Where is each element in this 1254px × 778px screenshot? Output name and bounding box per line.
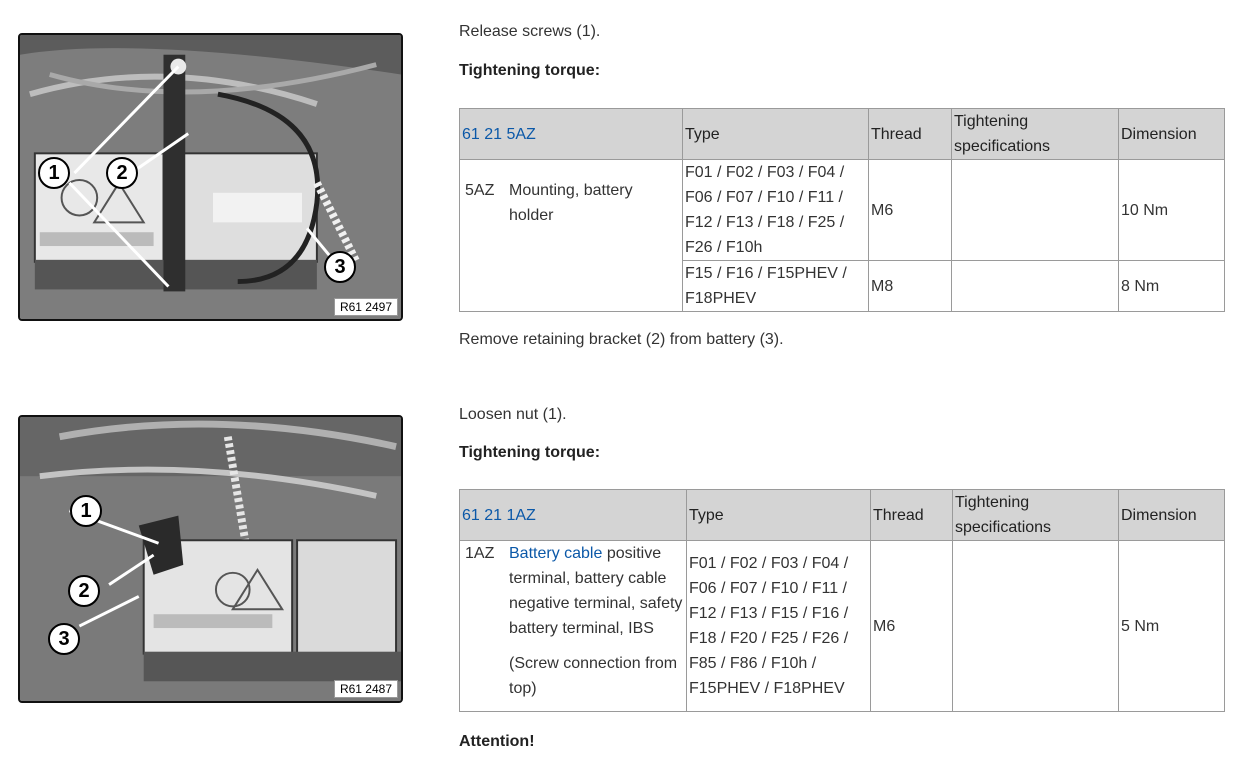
dimension-header: Dimension xyxy=(1119,490,1225,541)
dimension-header: Dimension xyxy=(1119,109,1225,160)
torque-table xyxy=(459,489,1225,712)
part-code-header: 61 21 5AZ xyxy=(460,109,683,160)
spec-cell xyxy=(952,261,1119,312)
thread-cell: M8 xyxy=(869,261,952,312)
type-cell: F15 / F16 / F15PHEV / F18PHEV xyxy=(683,261,869,312)
step-release-screws xyxy=(459,22,1224,350)
table-row xyxy=(460,160,1225,261)
battery-holder-figure xyxy=(18,33,403,321)
battery-terminal-illustration xyxy=(20,417,401,701)
battery-cable-link[interactable]: Battery cable xyxy=(509,545,603,562)
table-row xyxy=(460,541,1225,712)
callout-3: 3 xyxy=(48,623,80,655)
type-cell: F01 / F02 / F03 / F04 / F06 / F07 / F10 / F11 / F12 / F13 / F18 / F25 / F26 / F10h xyxy=(683,160,869,261)
callout-2: 2 xyxy=(68,575,100,607)
item-cell xyxy=(460,541,687,712)
thread-cell: M6 xyxy=(869,160,952,261)
callout-2: 2 xyxy=(106,157,138,189)
follow-up-instruction: Remove retaining bracket (2) from battery (3). xyxy=(459,331,784,348)
item-note: (Screw connection from top) xyxy=(509,655,678,697)
dimension-cell: 5 Nm xyxy=(1119,541,1225,712)
torque-heading: Tightening torque: xyxy=(459,444,601,461)
spec-cell xyxy=(953,541,1119,712)
thread-header: Thread xyxy=(871,490,953,541)
type-cell: F01 / F02 / F03 / F04 / F06 / F07 / F10 / F11 / F12 / F13 / F15 / F16 / F18 / F20 / F25 / F26 / F85 / F86 / F10h / F15PHEV / F18PHEV xyxy=(687,541,871,712)
part-code-header: 61 21 1AZ xyxy=(460,490,687,541)
thread-header: Thread xyxy=(869,109,952,160)
item-description: Mounting, battery holder xyxy=(509,182,633,224)
type-header: Type xyxy=(687,490,871,541)
torque-heading: Tightening torque: xyxy=(459,62,601,79)
instruction-text: Release screws (1). xyxy=(459,23,601,40)
spec-cell xyxy=(952,160,1119,261)
item-description: positive terminal, battery cable negative terminal, safety battery terminal, IBS xyxy=(509,545,683,637)
battery-terminal-figure xyxy=(18,415,403,703)
spec-header: Tightening specifications xyxy=(953,490,1119,541)
attention-heading: Attention! xyxy=(459,733,535,750)
table-header-row xyxy=(460,109,1225,160)
thread-cell: M6 xyxy=(871,541,953,712)
figure-code: R61 2497 xyxy=(334,298,398,316)
item-id: 1AZ xyxy=(465,545,495,562)
type-header: Type xyxy=(683,109,869,160)
dimension-cell: 8 Nm xyxy=(1119,261,1225,312)
step-loosen-nut xyxy=(459,405,1224,752)
callout-1: 1 xyxy=(38,157,70,189)
spec-header: Tightening specifications xyxy=(952,109,1119,160)
figure-code: R61 2487 xyxy=(334,680,398,698)
callout-1: 1 xyxy=(70,495,102,527)
instruction-text: Loosen nut (1). xyxy=(459,406,567,423)
item-id: 5AZ xyxy=(465,182,495,199)
callout-3: 3 xyxy=(324,251,356,283)
torque-table xyxy=(459,108,1225,312)
dimension-cell: 10 Nm xyxy=(1119,160,1225,261)
item-cell xyxy=(460,160,683,312)
table-header-row xyxy=(460,490,1225,541)
